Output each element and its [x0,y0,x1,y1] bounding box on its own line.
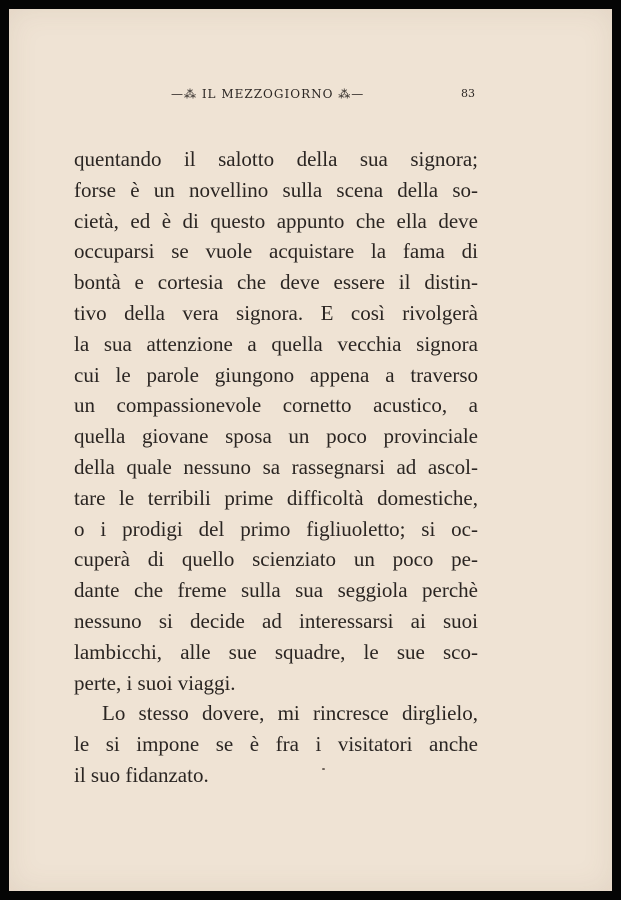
text-line: la sua attenzione a quella vecchia signora [74,331,478,356]
page-number: 83 [461,87,475,100]
body-text [74,144,478,791]
text-line: le si impone se è fra i visitatori anche [74,732,478,757]
text-line: un compassionevole cornetto acustico, a [74,393,478,418]
text-line: quella giovane sposa un poco provinciale [74,424,478,449]
text-line: forse è un novellino sulla scena della so- [74,177,478,202]
text-line: bontà e cortesia che deve essere il distin- [74,270,478,295]
text-line: tivo della vera signora. E così rivolgerà [74,300,478,325]
text-line: il suo fidanzato. [74,762,209,787]
paper-speck [322,768,325,770]
text-line: occuparsi se vuole acquistare la fama di [74,239,478,264]
text-line: cui le parole giungono appena a traverso [74,362,478,387]
text-line: tare le terribili prime difficoltà domestiche, [74,485,478,510]
text-line: nessuno si decide ad interessarsi ai suoi [74,608,478,633]
running-head [9,87,612,107]
book-page [9,9,612,891]
text-line: della quale nessuno sa rassegnarsi ad ascol- [74,454,478,479]
running-title: —⁂ IL MEZZOGIORNO ⁂— [171,87,365,101]
text-line: quentando il salotto della sua signora; [74,147,478,171]
text-line: cuperà di quello scienziato un poco pe- [74,547,478,572]
text-line: cietà, ed è di questo appunto che ella deve [74,208,478,233]
text-line: dante che freme sulla sua seggiola perchè [74,578,478,603]
text-line: perte, i suoi viaggi. [74,670,236,695]
text-line: o i prodigi del primo figliuoletto; si oc- [74,516,478,541]
text-line: Lo stesso dovere, mi rincresce dirglielo, [102,701,478,726]
text-line: lambicchi, alle sue squadre, le sue sco- [74,639,478,664]
